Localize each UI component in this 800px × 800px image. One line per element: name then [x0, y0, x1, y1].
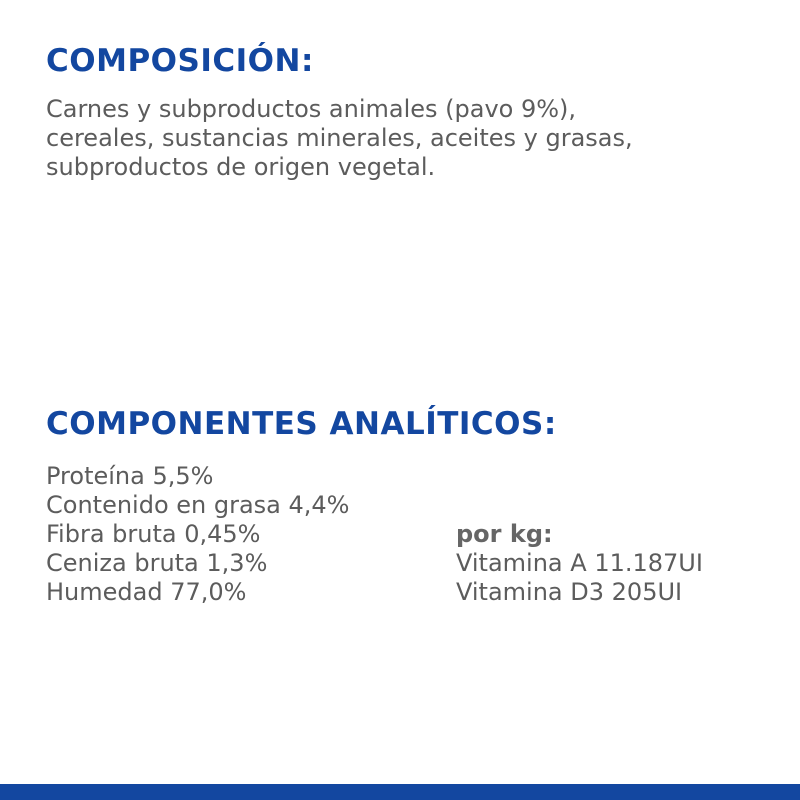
- analytic-item-fat: Contenido en grasa 4,4%: [46, 491, 350, 519]
- composition-line: Carnes y subproductos animales (pavo 9%),: [46, 95, 577, 123]
- footer-bar: [0, 784, 800, 800]
- analytic-components-list: [46, 462, 349, 607]
- composition-line: subproductos de origen vegetal.: [46, 153, 436, 181]
- vitamins-block: [456, 520, 703, 607]
- vitamin-d3-item: Vitamina D3 205UI: [456, 578, 683, 606]
- composition-heading: COMPOSICIÓN:: [46, 43, 314, 79]
- vitamin-a-item: Vitamina A 11.187UI: [456, 549, 703, 577]
- vitamins-list: [456, 549, 703, 607]
- composition-text: [46, 95, 746, 182]
- composition-line: cereales, sustancias minerales, aceites y grasas,: [46, 124, 633, 152]
- per-kg-label: por kg:: [456, 520, 553, 548]
- analytic-item-protein: Proteína 5,5%: [46, 462, 214, 490]
- analytic-item-ash: Ceniza bruta 1,3%: [46, 549, 268, 577]
- analytic-components-heading: COMPONENTES ANALÍTICOS:: [46, 406, 557, 442]
- analytic-item-fiber: Fibra bruta 0,45%: [46, 520, 261, 548]
- analytic-item-moisture: Humedad 77,0%: [46, 578, 247, 606]
